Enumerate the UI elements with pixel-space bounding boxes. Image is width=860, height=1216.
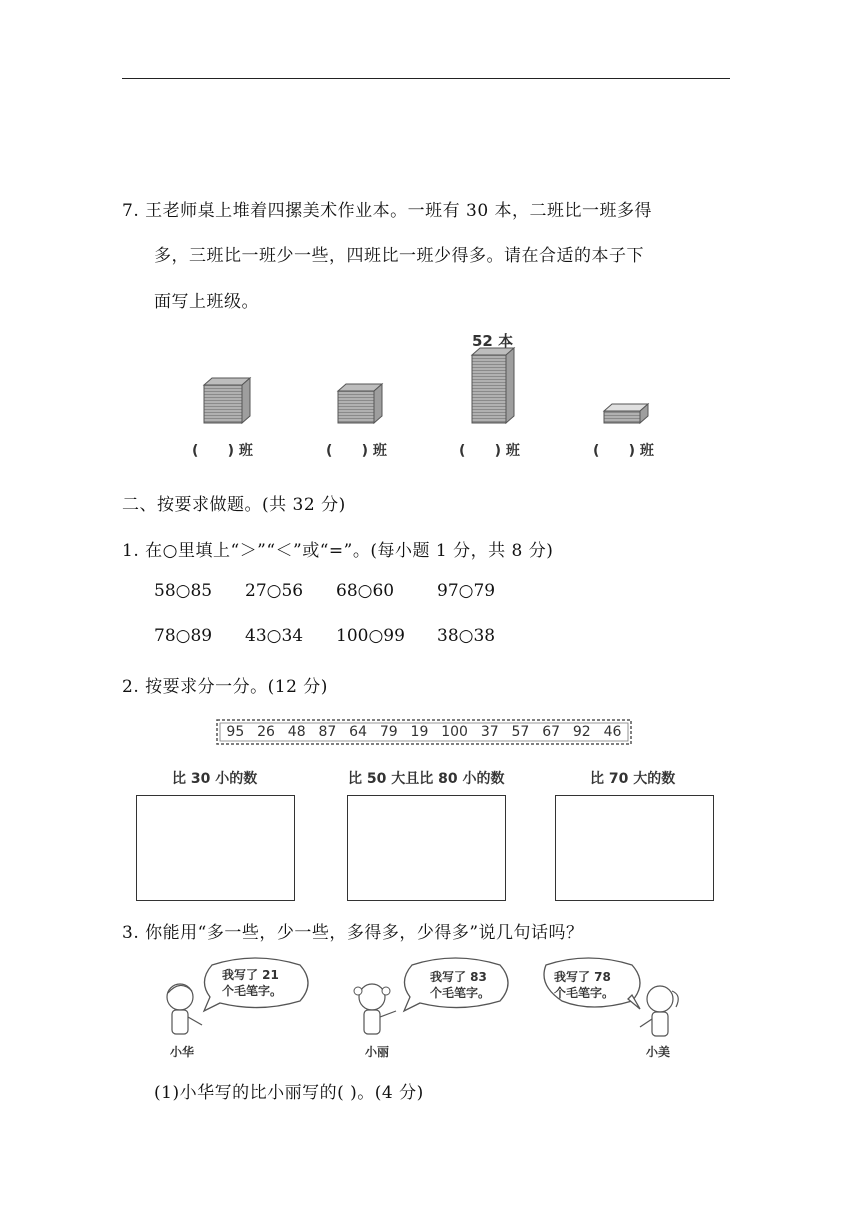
q1-title: 1. 在○里填上“＞”“＜”或“=”。(每小题 1 分，共 8 分) [122, 541, 554, 561]
bubble-text-line2: 个毛笔字。 [222, 984, 283, 998]
compare-item[interactable]: 58○85 [154, 581, 213, 601]
q3-sub1: (1)小华写的比小丽写的( )。(4 分) [154, 1083, 424, 1103]
number-list [214, 717, 634, 747]
q7-line2: 多，三班比一班少一些，四班比一班少得多。请在合适的本子下 [154, 246, 644, 266]
bubble-text-line1: 我写了 21 [222, 968, 279, 982]
section2-title: 二、按要求做题。(共 32 分) [122, 495, 346, 515]
q3-title: 3. 你能用“多一些，少一些，多得多，少得多”说几句话吗？ [122, 923, 584, 943]
number-item: 37 [480, 724, 499, 740]
book-stacks-illustration [190, 325, 670, 435]
book-stack-4 [604, 404, 648, 423]
number-item: 48 [287, 724, 306, 740]
class-blank-1[interactable]: ( ) 班 [192, 443, 253, 459]
bubble-text-line1: 我写了 83 [430, 970, 487, 984]
number-item: 79 [379, 724, 398, 740]
number-item: 57 [511, 724, 530, 740]
compare-item[interactable]: 38○38 [437, 626, 496, 646]
answer-box-less-than-30[interactable] [136, 795, 295, 901]
compare-item[interactable]: 68○60 [336, 581, 395, 601]
class-blank-4[interactable]: ( ) 班 [593, 443, 654, 459]
answer-box-between-50-80[interactable] [347, 795, 506, 901]
compare-item[interactable]: 100○99 [336, 626, 405, 646]
answer-box-greater-than-70[interactable] [555, 795, 714, 901]
header-rule [122, 78, 730, 79]
bubble-text-line1: 我写了 78 [554, 970, 611, 984]
stack-count-label: 52 本 [472, 332, 514, 350]
book-stack-3 [472, 348, 514, 423]
box-label-greater-than-70: 比 70 大的数 [590, 771, 676, 787]
bubble-text-line2: 个毛笔字。 [554, 986, 615, 1000]
q2-title: 2. 按要求分一分。(12 分) [122, 677, 328, 697]
kid-illustration-xiaomei [536, 955, 686, 1045]
kid-illustration-xiaoli [350, 955, 515, 1045]
number-item: 64 [349, 724, 367, 740]
kid-name-xiaomei: 小美 [646, 1045, 671, 1059]
book-stack-2 [338, 384, 382, 423]
compare-item[interactable]: 97○79 [437, 581, 496, 601]
number-item: 67 [542, 724, 561, 740]
box-label-between-50-80: 比 50 大且比 80 小的数 [348, 771, 505, 787]
class-blank-2[interactable]: ( ) 班 [326, 443, 387, 459]
number-item: 87 [318, 724, 337, 740]
number-item: 95 [226, 724, 245, 740]
kid-illustration-xiaohua [160, 955, 315, 1045]
compare-item[interactable]: 27○56 [245, 581, 304, 601]
bubble-text-line2: 个毛笔字。 [430, 986, 491, 1000]
number-item: 19 [410, 724, 429, 740]
kid-name-xiaoli: 小丽 [365, 1045, 390, 1059]
number-item: 100 [441, 724, 468, 740]
number-item: 46 [603, 724, 622, 740]
compare-item[interactable]: 43○34 [245, 626, 304, 646]
number-item: 26 [257, 724, 275, 740]
box-label-less-than-30: 比 30 小的数 [172, 771, 258, 787]
compare-item[interactable]: 78○89 [154, 626, 213, 646]
kid-name-xiaohua: 小华 [170, 1045, 195, 1059]
number-strip [214, 717, 634, 747]
book-stack-1 [204, 378, 250, 423]
number-item: 92 [572, 724, 591, 740]
q7-line1: 7. 王老师桌上堆着四摞美术作业本。一班有 30 本，二班比一班多得 [122, 201, 653, 221]
q7-line3: 面写上班级。 [154, 292, 259, 312]
class-blank-3[interactable]: ( ) 班 [459, 443, 520, 459]
